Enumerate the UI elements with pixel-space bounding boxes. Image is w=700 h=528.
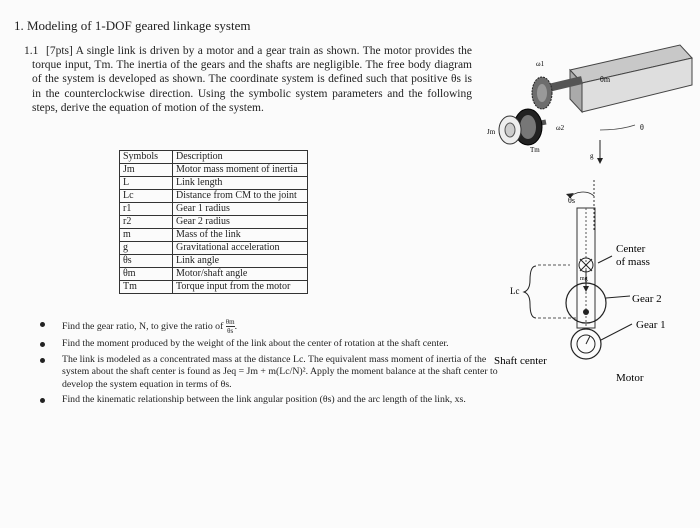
table-row: [120, 281, 308, 294]
gear2-3d: [532, 77, 552, 109]
description-cell: Link length: [173, 177, 308, 190]
step-gear-ratio: Find the gear ratio, N, to give the ratio of: [62, 320, 224, 332]
motor-label: Motor: [616, 372, 644, 384]
list-item: Find the gear ratio, N, to give the ratio of $\frac{\theta m}{\theta s}$ .: [40, 318, 500, 335]
gear2-callout-line: [606, 296, 630, 298]
symbols-table: [119, 150, 308, 294]
step-kinematics: Find the kinematic relationship between the link angular position (θs) and the arc length of the link, xs.: [62, 394, 466, 405]
com-callout-line: [598, 256, 612, 263]
symbol-cell: Tm: [120, 281, 173, 294]
table-row: [120, 268, 308, 281]
fraction-denominator: θs: [227, 327, 234, 335]
shaft-center-dot: [583, 309, 589, 315]
lc-label: Lc: [510, 286, 520, 296]
section-title: 1. Modeling of 1-DOF geared linkage system: [14, 18, 251, 33]
problem-statement: [24, 44, 472, 115]
ratio-fraction: [226, 318, 235, 335]
symbol-cell: Jm: [120, 164, 173, 177]
tm-label-3d: Tm: [530, 146, 540, 154]
header-symbols: Symbols: [120, 151, 173, 164]
list-item: [40, 354, 500, 392]
jm-label: Jm: [487, 128, 496, 136]
table-row: [120, 216, 308, 229]
theta-m-label-3d: θm: [600, 75, 611, 84]
symbol-cell: r2: [120, 216, 173, 229]
fraction-numerator: θm: [225, 318, 235, 326]
symbol-cell: r1: [120, 203, 173, 216]
table-row: [120, 177, 308, 190]
description-cell: Torque input from the motor: [173, 281, 308, 294]
step-moment: Find the moment produced by the weight of the link about the center of rotation at the shaft center.: [62, 338, 449, 349]
header-description: Description: [173, 151, 308, 164]
description-cell: Distance from CM to the joint: [173, 190, 308, 203]
list-item: [40, 394, 500, 407]
symbol-cell: Lc: [120, 190, 173, 203]
g-label: g: [590, 152, 594, 160]
bullet-icon: [40, 358, 45, 363]
table-row: [120, 255, 308, 268]
mg-label: mg: [580, 276, 588, 282]
description-cell: Motor mass moment of inertia: [173, 164, 308, 177]
description-cell: Gear 2 radius: [173, 216, 308, 229]
symbol-cell: θs: [120, 255, 173, 268]
description-cell: Mass of the link: [173, 229, 308, 242]
symbol-cell: θm: [120, 268, 173, 281]
shaft-center-label: Shaft center: [494, 355, 547, 367]
problem-text: [7pts] A single link is driven by a motor and a gear train as shown. The motor provides the torque input, Tm. The inertia of the gears and the shafts are negligible. The free body diagram of the system is developed as shown. The coordinate system is defined such that positive θs is in the counterclockwise direction. Using the symbolic system parameters and the following steps, derive the equation of motion of the system.: [32, 45, 472, 114]
gravity-arrow: [597, 140, 603, 164]
theta-s-label: θs: [568, 196, 575, 205]
steps-list: [40, 318, 500, 410]
bullet-icon: [40, 342, 45, 347]
omega2-label: ω2: [556, 124, 565, 132]
omega1-label: ω1: [536, 60, 545, 68]
gear1-callout-line: [601, 324, 632, 340]
table-header-row: [120, 151, 308, 164]
gear1-label: Gear 1: [636, 319, 666, 331]
motor-3d: [499, 109, 546, 145]
lc-brace: [524, 266, 536, 318]
description-cell: Link angle: [173, 255, 308, 268]
center-label: [616, 243, 650, 268]
bullet-icon: [40, 322, 45, 327]
step-moment-balance: The link is modeled as a concentrated mass at the distance Lc. The equivalent mass moment of inertia of the system about the shaft center is found as Jeq = Jm + m(Lc/N)². Apply the moment balance at the shaft center to develop the system equation in terms of θs.: [62, 353, 498, 390]
description-cell: Motor/shaft angle: [173, 268, 308, 281]
mechanism-figure: [470, 30, 695, 430]
theta-label: θ: [640, 123, 644, 132]
table-row: [120, 242, 308, 255]
gear2-label: Gear 2: [632, 293, 662, 305]
description-cell: Gear 1 radius: [173, 203, 308, 216]
table-row: [120, 203, 308, 216]
bullet-icon: [40, 398, 45, 403]
symbol-cell: L: [120, 177, 173, 190]
description-cell: Gravitational acceleration: [173, 242, 308, 255]
theta-arc: [600, 125, 635, 130]
link-bar-3d: [570, 45, 692, 112]
center-of-mass-text-line2: of mass: [616, 256, 650, 268]
symbol-cell: g: [120, 242, 173, 255]
table-row: [120, 190, 308, 203]
problem-number: 1.1: [24, 45, 39, 57]
center-of-mass-text: Center: [616, 243, 646, 255]
list-item: [40, 338, 500, 351]
symbol-cell: m: [120, 229, 173, 242]
table-row: [120, 164, 308, 177]
table-row: [120, 229, 308, 242]
